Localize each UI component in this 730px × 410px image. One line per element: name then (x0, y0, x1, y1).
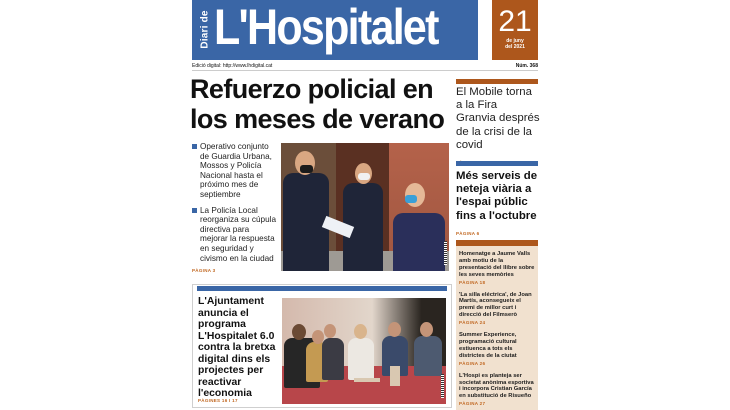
panelist (322, 338, 344, 380)
masthead-title: L'Hospitalet (214, 0, 438, 55)
panelist (348, 338, 374, 380)
bottom-story-bar (197, 286, 447, 291)
panelist-head (420, 322, 433, 337)
date-month: de juny (506, 38, 524, 44)
side-table (390, 366, 400, 386)
story-mobile[interactable] (456, 86, 540, 169)
brief-item[interactable] (456, 251, 538, 287)
panelist-head (324, 324, 336, 338)
page-ref: PÀGINES 16 I 17 (198, 398, 238, 403)
page-ref: PÀGINA 26 (459, 360, 486, 366)
story-headline: El Mobile torna a la Fira Granvia després de la crisi de la covid (456, 86, 540, 151)
masthead-prefix-text: Diari de (199, 10, 211, 49)
edition-line (192, 62, 538, 71)
panelist-head (388, 322, 401, 337)
bullet-square-icon (192, 144, 197, 149)
main-headline[interactable]: Refuerzo policial en los meses de verano (190, 74, 445, 134)
main-story-bullets (192, 142, 277, 273)
masthead-prefix (200, 6, 214, 56)
edition-url[interactable]: Edició digital: http://www.lhdigital.cat (192, 63, 273, 69)
page-ref: PÀGINA 3 (192, 268, 216, 273)
brief-item[interactable] (456, 332, 538, 368)
brief-item[interactable] (456, 292, 538, 328)
brief-text: 'La silla eléctrica', de Joan Martís, aconsegueix el premi de millor curt i direcció del Filmserò (459, 291, 532, 319)
page-ref: PÀGINA 24 (459, 320, 486, 326)
panelist-head (292, 324, 306, 340)
story-bar-orange (456, 79, 538, 84)
briefs-bar (456, 240, 538, 246)
photo-credit (441, 374, 444, 398)
page-ref: PÀGINA 27 (459, 401, 486, 407)
brief-item[interactable] (456, 373, 538, 409)
panelist (414, 336, 442, 376)
brief-text: Summer Experience, programació cultural estiuenca a tots els districtes de la ciutat (459, 332, 517, 359)
briefs-box (456, 240, 538, 410)
side-table (354, 378, 380, 382)
officer-mask (405, 195, 417, 203)
issue-number: Núm. 368 (515, 63, 538, 69)
panelist-head (354, 324, 367, 339)
page-ref: PÀGINA 18 (459, 279, 486, 285)
bullet-item (192, 206, 276, 264)
story-neteja[interactable] (456, 170, 540, 240)
officer-figure (283, 173, 329, 271)
date-box (492, 0, 538, 60)
bullet-item (192, 142, 276, 200)
panel-photo (282, 298, 446, 404)
page-ref: PÀGINA 6 (456, 230, 480, 236)
officer-mask (300, 165, 313, 173)
photo-credit (444, 241, 447, 265)
bullet-text: La Policía Local reorganiza su cúpula directiva para mejorar la respuesta en seguridad y civismo en la ciudad (200, 205, 277, 263)
police-photo (281, 143, 449, 271)
masthead (192, 0, 478, 60)
bullet-text: Operativo conjunto de Guardia Urbana, Mossos y Policía Nacional hasta el próximo mes de septiembre (200, 142, 272, 199)
date-day: 21 (498, 5, 532, 38)
brief-text: Homenatge a Jaume Valls amb motiu de la presentació del llibre sobre les seves memòries (459, 251, 535, 278)
story-bar-blue (456, 161, 538, 166)
officer-figure (393, 213, 445, 271)
story-headline: Més serveis de neteja viària a l'espai públic fins a l'octubre (456, 170, 538, 222)
bottom-headline[interactable]: L'Ajuntament anuncia el programa L'Hospitalet 6.0 contra la bretxa digital dins els projectes per reactivar l'economia (198, 296, 276, 399)
bullet-square-icon (192, 208, 197, 213)
officer-mask (358, 173, 370, 180)
bottom-story (192, 284, 452, 408)
newspaper-front-page (190, 0, 540, 410)
brief-text: L'Hospi es planteja ser societat anònima esportiva i incorpora Cristian García en substitució de Risueño (459, 372, 534, 400)
date-year: del 2021 (505, 44, 525, 50)
